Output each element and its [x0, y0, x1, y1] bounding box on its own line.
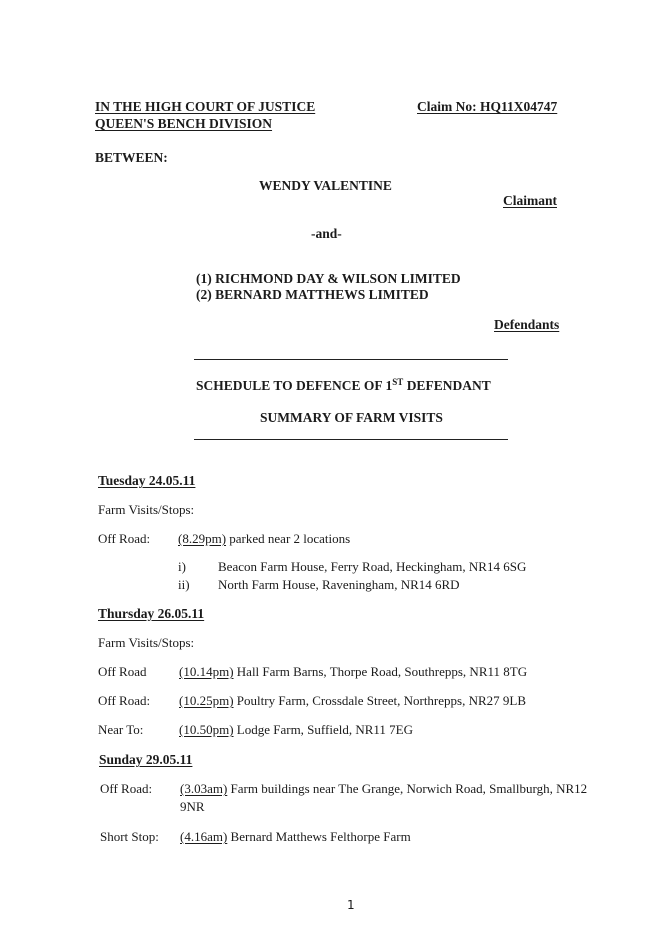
sub-item-marker: i) — [178, 559, 186, 574]
page-number: 1 — [347, 898, 355, 912]
entry-text: (4.16am) Bernard Matthews Felthorpe Farm — [180, 829, 411, 844]
entry-label: Off Road: — [98, 693, 151, 708]
entry-label: Off Road: — [100, 781, 153, 796]
claimant-name: WENDY VALENTINE — [259, 178, 392, 193]
entry-text-continued: 9NR — [180, 799, 205, 814]
defendants-role: Defendants — [494, 317, 560, 332]
entry-text: (8.29pm) parked near 2 locations — [178, 531, 351, 546]
claim-number: Claim No: HQ11X04747 — [417, 99, 558, 114]
between-label: BETWEEN: — [95, 150, 168, 165]
entry-label: Short Stop: — [100, 829, 159, 844]
summary-title: SUMMARY OF FARM VISITS — [260, 410, 443, 425]
sub-item-marker: ii) — [178, 577, 190, 592]
title-rule-top — [194, 359, 508, 360]
claimant-role: Claimant — [503, 193, 557, 208]
entry-label: Off Road: — [98, 531, 151, 546]
entry-text: (10.50pm) Lodge Farm, Suffield, NR11 7EG — [179, 722, 413, 737]
entry-text: (10.14pm) Hall Farm Barns, Thorpe Road, Southrepps, NR11 8TG — [179, 664, 528, 679]
day-heading-sunday: Sunday 29.05.11 — [99, 752, 193, 767]
sub-item-text: Beacon Farm House, Ferry Road, Heckingham, NR14 6SG — [218, 559, 527, 574]
farm-visits-label: Farm Visits/Stops: — [98, 502, 195, 517]
day-heading-tuesday: Tuesday 24.05.11 — [98, 473, 196, 488]
farm-visits-label: Farm Visits/Stops: — [98, 635, 195, 650]
entry-text: (10.25pm) Poultry Farm, Crossdale Street, Northrepps, NR27 9LB — [179, 693, 527, 708]
defendant-1: (1) RICHMOND DAY & WILSON LIMITED — [196, 271, 461, 286]
entry-label: Near To: — [98, 722, 144, 737]
title-rule-bottom — [194, 439, 508, 440]
entry-text: (3.03am) Farm buildings near The Grange, Norwich Road, Smallburgh, NR12 — [180, 781, 588, 796]
court-division: QUEEN'S BENCH DIVISION — [95, 116, 273, 131]
court-name: IN THE HIGH COURT OF JUSTICE — [95, 99, 316, 114]
sub-item-text: North Farm House, Raveningham, NR14 6RD — [218, 577, 460, 592]
defendant-2: (2) BERNARD MATTHEWS LIMITED — [196, 287, 429, 302]
and-separator: -and- — [311, 226, 342, 241]
day-heading-thursday: Thursday 26.05.11 — [98, 606, 205, 621]
schedule-title: SCHEDULE TO DEFENCE OF 1ST DEFENDANT — [196, 377, 491, 393]
entry-label: Off Road — [98, 664, 147, 679]
